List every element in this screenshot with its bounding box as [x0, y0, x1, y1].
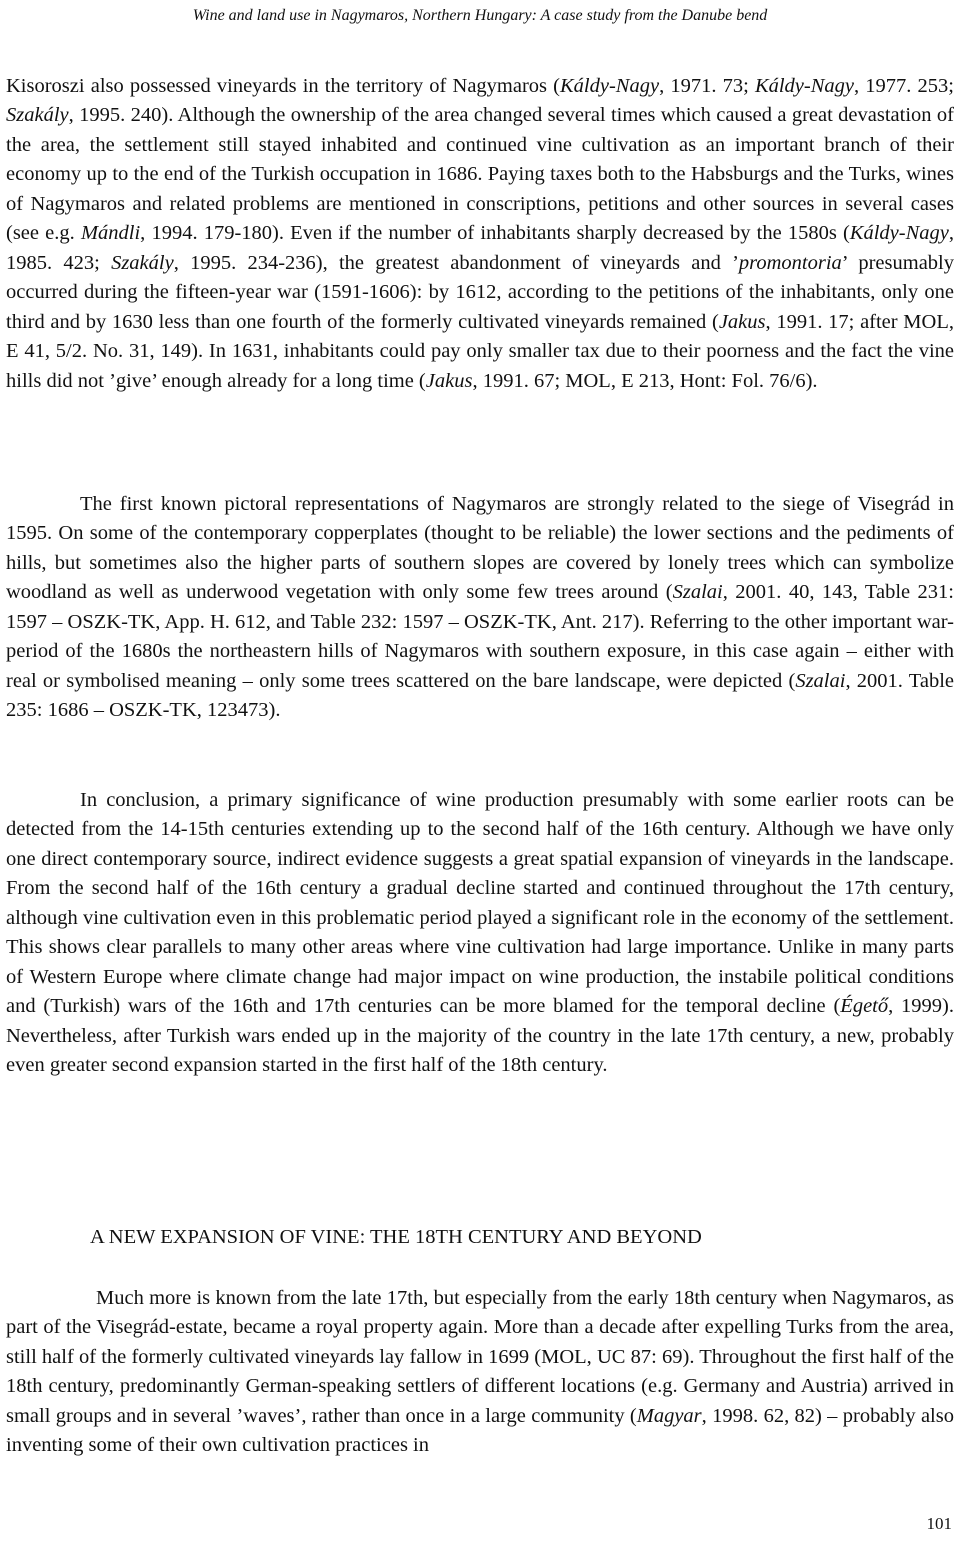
paragraph	[6, 72, 954, 396]
text-run: , 1985. 423;	[6, 222, 954, 274]
text-run: Kisoroszi also possessed vineyards in the territory of Nagymaros (	[6, 75, 560, 97]
italic-citation: Magyar	[636, 1404, 702, 1427]
italic-citation: Égető	[840, 995, 889, 1018]
italic-citation: promontoria	[738, 251, 842, 274]
paragraph	[6, 1284, 954, 1461]
italic-citation: Szalai	[672, 581, 723, 604]
italic-citation: Szalai	[795, 669, 846, 692]
italic-citation: Káldy-Nagy	[849, 222, 949, 245]
text-run: , 2001. Table 235: 1686 – OSZK-TK, 123473).	[6, 669, 954, 722]
text-run: In conclusion, a primary significance of wine production presumably with some earlier roots can be detected from the 14-15th centuries extending up to the second half of the 16th century. Although we have only one direct contemporary source, indirect evidence suggests a great spatial expansion of vineyards in the landscape. From the second half of the 16th century a gradual decline started and continued throughout the 17th century, although vine cultivation even in this problematic period played a significant role in the economy of the settlement. This shows clear parallels to many other areas where vine cultivation had large importance. Unlike in many parts of Western Europe where climate change had major impact on wine production, the instabile political conditions and (Turkish) wars of the 16th and 17th centuries can be more blamed for the temporal decline (	[6, 789, 954, 1018]
text-run: , 1998. 62, 82) – probably also inventing some of their own cultivation practices in	[6, 1404, 954, 1457]
running-header: Wine and land use in Nagymaros, Northern Hungary: A case study from the Danube bend	[192, 7, 768, 24]
text-run: The first known pictoral representations of Nagymaros are strongly related to the siege of Visegrád in 1595. On some of the contemporary copperplates (thought to be reliable) the lower sections and the pediments of hills, but sometimes also the higher parts of southern slopes are covered by lonely trees which can symbolize woodland as well as underwood vegetation with only some few trees around (	[6, 493, 954, 604]
italic-citation: Káldy-Nagy	[754, 75, 855, 97]
italic-citation: Szakály	[6, 104, 69, 127]
paragraph	[6, 786, 954, 1081]
italic-citation: Káldy-Nagy	[559, 75, 660, 97]
italic-citation: Jakus	[425, 369, 473, 392]
text-run: , 1971. 73;	[659, 75, 755, 97]
text-run: , 1995. 234-236), the greatest abandonment of vineyards and ’	[173, 251, 739, 274]
text-run: , 2001. 40, 143, Table 231: 1597 – OSZK-TK, App. H. 612, and Table 232: 1597 – OSZK-TK, Ant. 217). Referring to the other important war-period of the 1680s the northeastern hills of Nagymaros with southern exposure, in this case again – either with real or symbolised meaning – only some trees scattered on the bare landscape, were depicted (	[6, 581, 954, 692]
section-heading: A NEW EXPANSION OF VINE: THE 18TH CENTURY AND BEYOND	[90, 1226, 702, 1248]
italic-citation: Mándli	[80, 222, 141, 245]
italic-citation: Szakály	[111, 251, 174, 274]
text-run: , 1999). Nevertheless, after Turkish wars ended up in the majority of the country in the late 17th century, a new, probably even greater second expansion started in the first half of the 18th century.	[6, 995, 955, 1077]
text-run: , 1977. 253;	[854, 75, 954, 97]
text-run: , 1994. 179-180). Even if the number of inhabitants sharply decreased by the 1580s (	[140, 222, 850, 245]
paragraph	[6, 490, 954, 726]
text-run: , 1991. 67; MOL, E 213, Hont: Fol. 76/6).	[472, 369, 818, 392]
text-run: ’ presumably occurred during the fifteen-year war (1591-1606): by 1612, according to the petitions of the inhabitants, only one third and by 1630 less than one fourth of the formerly cultivated vineyards remained (	[6, 251, 954, 333]
italic-citation: Jakus	[718, 310, 766, 333]
text-run: Much more is known from the late 17th, but especially from the early 18th century when Nagymaros, as part of the Visegrád-estate, became a royal property again. More than a decade after expelling Turks from the area, still half of the formerly cultivated vineyards lay fallow in 1699 (MOL, UC 87: 69). Throughout the first half of the 18th century, predominantly German-speaking settlers of different locations (e.g. Germany and Austria) arrived in small groups and in several ’waves’, rather than once in a large community (	[6, 1287, 954, 1427]
page-number: 101	[926, 1514, 952, 1533]
text-run: , 1995. 240). Although the ownership of the area changed several times which caused a great devastation of the area, the settlement still stayed inhabited and continued vine cultivation as an important branch of their economy up to the end of the Turkish occupation in 1686. Paying taxes both to the Habsburgs and the Turks, wines of Nagymaros and related problems are mentioned in conscriptions, petitions and other sources in several cases (see e.g.	[6, 104, 954, 245]
text-run: , 1991. 17; after MOL, E 41, 5/2. No. 31, 149). In 1631, inhabitants could pay only smaller tax due to their poorness and the fact the vine hills did not ’give’ enough already for a long time (	[6, 310, 954, 392]
